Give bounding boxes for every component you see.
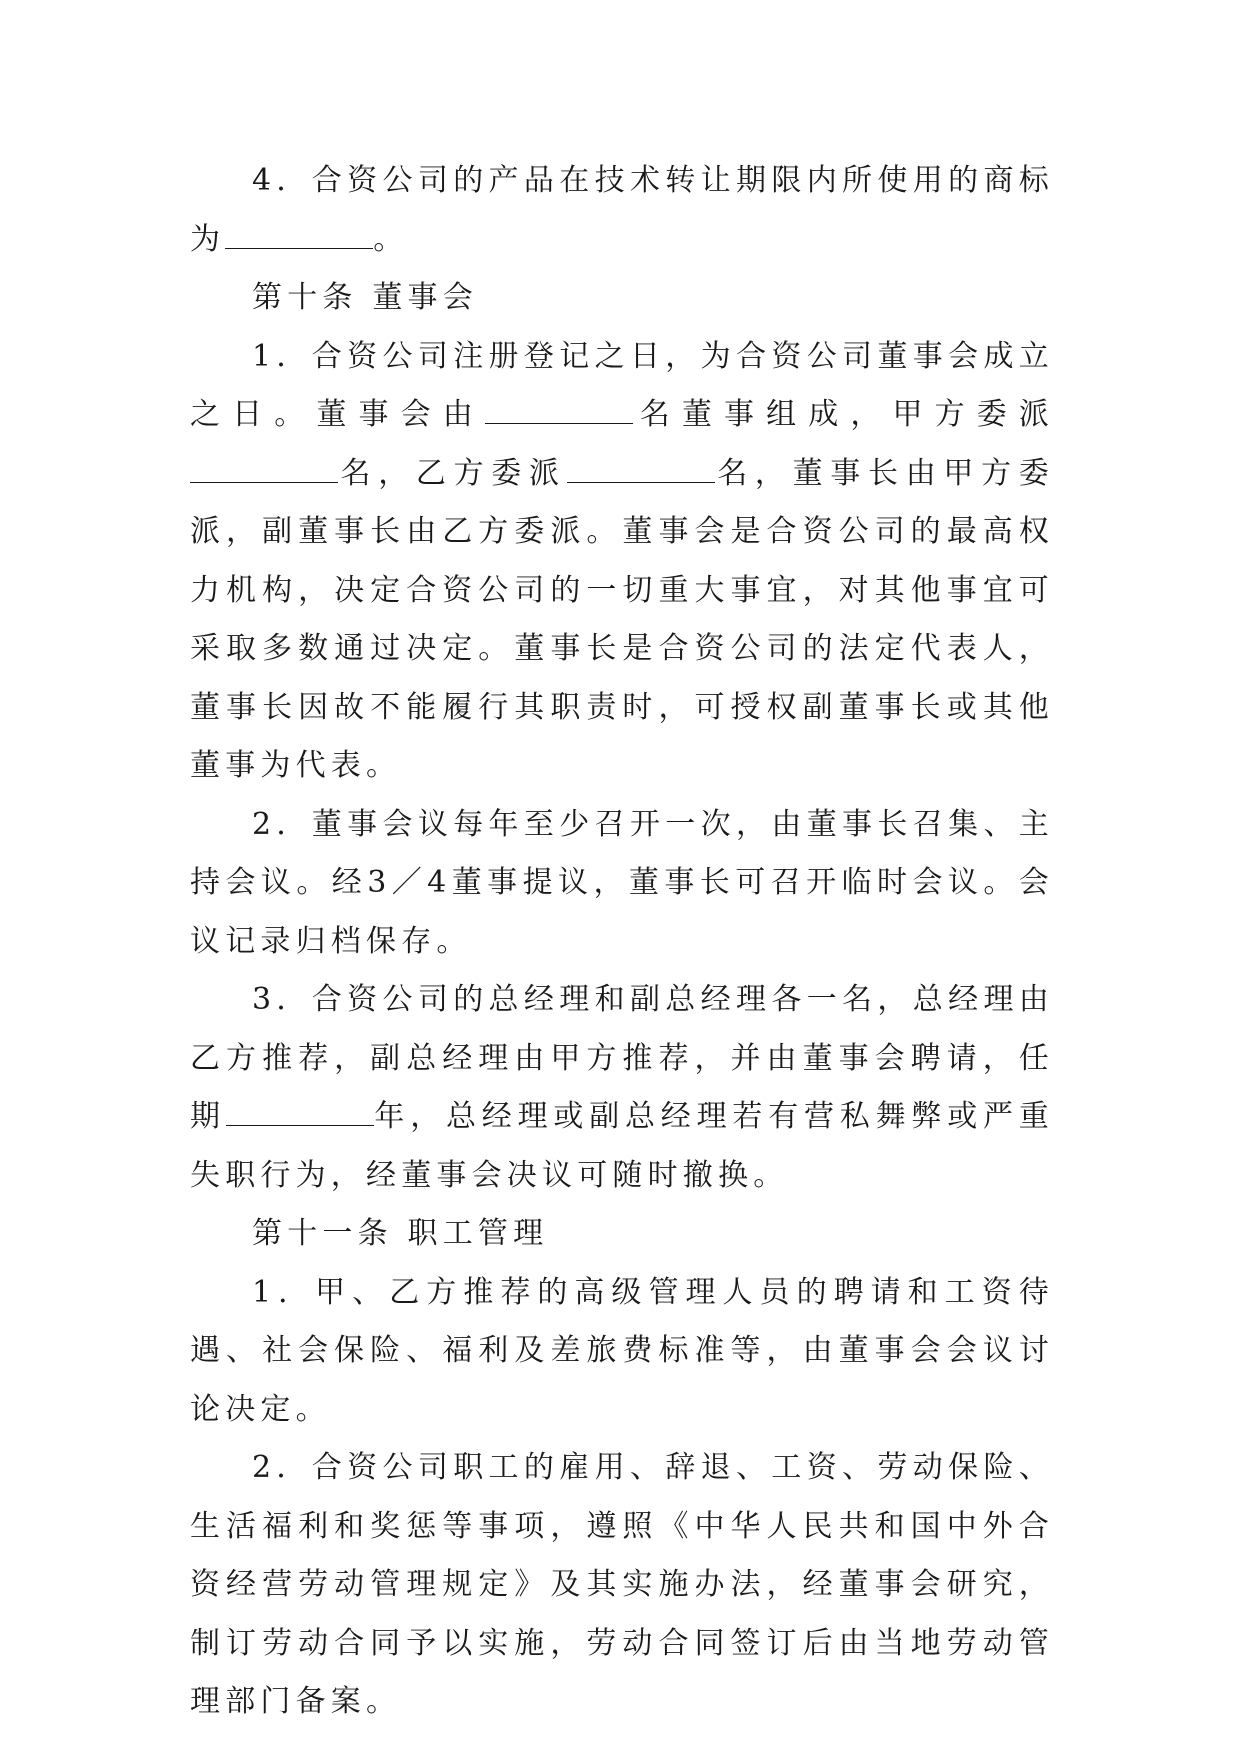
paragraph-p1 — [190, 152, 1054, 269]
paragraph-text: 1．合资公司注册登记之日，为合资公司董事会成立之日。董事会由 — [190, 338, 1054, 432]
paragraph-text: 第十条 董事会 — [252, 280, 478, 315]
paragraph-text: 年，总经理或副总经理若有营私舞弊或严重失职行为，经董事会决议可随时撤换。 — [190, 1099, 1054, 1193]
paragraph-p8 — [190, 1439, 1054, 1732]
blank-fill-line — [567, 458, 715, 483]
paragraph-text: 3．合资公司的总经理和副总经理各一名，总经理由乙方推荐，副总经理由甲方推荐，并由董事会聘请，任期 — [190, 982, 1054, 1134]
blank-fill-line — [226, 1101, 374, 1126]
paragraph-p4 — [190, 796, 1054, 972]
blank-fill-line — [225, 224, 373, 249]
paragraph-text: 1．甲、乙方推荐的高级管理人员的聘请和工资待遇、社会保险、福利及差旅费标准等，由董事会会议讨论决定。 — [190, 1274, 1054, 1427]
paragraph-p2 — [190, 269, 1054, 328]
paragraph-text: 2．合资公司职工的雇用、辞退、工资、劳动保险、生活福利和奖惩等事项，遵照《中华人民共和国中外合资经营劳动管理规定》及其实施办法，经董事会研究，制订劳动合同予以实施，劳动合同签订后由当地劳动管理部门备案。 — [190, 1450, 1054, 1719]
paragraph-text: 4．合资公司的产品在技术转让期限内所使用的商标为 — [190, 163, 1054, 257]
paragraph-p3 — [190, 328, 1054, 796]
paragraph-text: 2．董事会议每年至少召开一次，由董事长召集、主持会议。经3／4董事提议，董事长可召开临时会议。会议记录归档保存。 — [190, 806, 1054, 959]
blank-fill-line — [190, 458, 338, 483]
paragraph-text: 名，乙方委派 — [338, 455, 567, 491]
paragraph-text: 名，董事长由甲方委派，副董事长由乙方委派。董事会是合资公司的最高权力机构，决定合资公司的一切重大事宜，对其他事宜可采取多数通过决定。董事长是合资公司的法定代表人，董事长因故不能履行其职责时，可授权副董事长或其他董事为代表。 — [190, 455, 1054, 783]
paragraph-text: 名董事组成，甲方委派 — [632, 397, 1055, 432]
paragraph-text: 。 — [373, 221, 409, 257]
blank-fill-line — [485, 399, 633, 424]
paragraph-p6 — [190, 1205, 1054, 1264]
paragraph-text: 第十一条 职工管理 — [252, 1216, 549, 1251]
paragraph-p7 — [190, 1264, 1054, 1440]
document-body — [190, 152, 1054, 1732]
paragraph-p5 — [190, 971, 1054, 1205]
